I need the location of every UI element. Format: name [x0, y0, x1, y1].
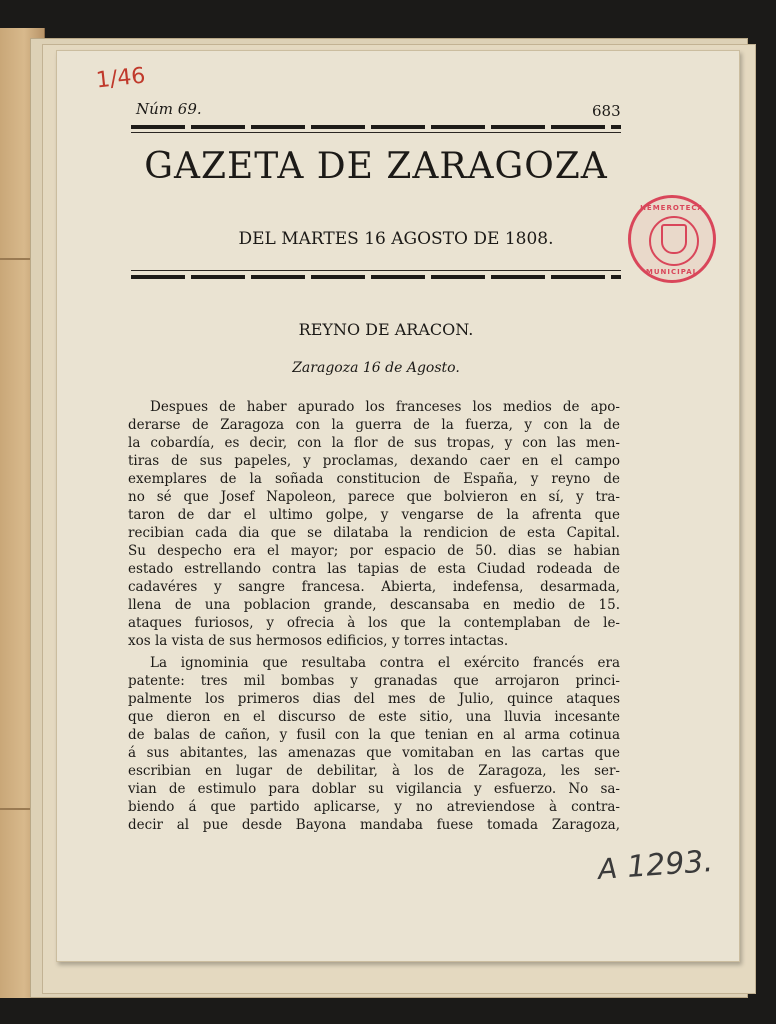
article-line: ataques furiosos, y ofrecia à los que la contemplaban de le-: [128, 615, 620, 631]
article-line: decir al pue desde Bayona mandaba fuese tomada Zaragoza,: [128, 817, 620, 833]
article-line: tiras de sus papeles, y proclamas, dexando caer en el campo: [128, 453, 620, 469]
issue-number: Núm 69.: [136, 100, 202, 118]
library-stamp: [628, 195, 716, 283]
stamp-label-bottom: MUNICIPAL: [645, 268, 699, 276]
crest-icon: [661, 224, 687, 254]
article-line: derarse de Zaragoza con la guerra de la fuerza, y con la de: [128, 417, 620, 433]
article-line: estado estrellando contra las tapias de esta Ciudad rodeada de: [128, 561, 620, 577]
section-heading: REYNO DE ARACON.: [298, 320, 474, 339]
article-line: la cobardía, es decir, con la flor de sus tropas, y con las men-: [128, 435, 620, 451]
article-line: exemplares de la soñada constitucion de España, y reyno de: [128, 471, 620, 487]
header-rule: [131, 125, 621, 129]
article-line: Su despecho era el mayor; por espacio de 50. dias se habian: [128, 543, 620, 559]
article-line: cadavéres y sangre francesa. Abierta, indefensa, desarmada,: [128, 579, 620, 595]
article-line: Despues de haber apurado los franceses los medios de apo-: [150, 399, 620, 415]
article-line: escribian en lugar de debilitar, à los de Zaragoza, les ser-: [128, 763, 620, 779]
pencil-letter: A: [596, 851, 619, 886]
date-rule-thin: [131, 270, 621, 271]
article-line: de balas de cañon, y fusil con la que tenian en al arma cotinua: [128, 727, 620, 743]
pencil-number: 1293.: [626, 844, 715, 885]
article-line: llena de una poblacion grande, descansaba en medio de 15.: [128, 597, 620, 613]
date-rule: [131, 275, 621, 279]
issue-date: DEL MARTES 16 AGOSTO DE 1808.: [238, 229, 554, 249]
article-line: patente: tres mil bombas y granadas que arrojaron princi-: [128, 673, 620, 689]
article-line: recibian cada dia que se dilataba la rendicion de esta Capital.: [128, 525, 620, 541]
article-line: taron de dar el ultimo golpe, y vengarse de la afrenta que: [128, 507, 620, 523]
archive-reference: 1/46: [94, 63, 147, 94]
header-rule-thin: [131, 132, 621, 133]
page-number: 683: [592, 102, 621, 120]
stamp-label-top: HEMEROTECA: [640, 204, 704, 212]
masthead-title: GAZETA DE ZARAGOZA: [144, 146, 608, 187]
article-line: no sé que Josef Napoleon, parece que bolvieron en sí, y tra-: [128, 489, 620, 505]
article-line: que dieron en el discurso de este sitio, una lluvia incesante: [128, 709, 620, 725]
article-line: xos la vista de sus hermosos edificios, y torres intactas.: [128, 633, 509, 649]
article-line: La ignominia que resultaba contra el exército francés era: [150, 655, 620, 671]
article-line: palmente los primeros dias del mes de Julio, quince ataques: [128, 691, 620, 707]
article-line: á sus abitantes, las amenazas que vomitaban en las cartas que: [128, 745, 620, 761]
article-line: vian de estimulo para doblar su vigilancia y esfuerzo. No sa-: [128, 781, 620, 797]
place-date: Zaragoza 16 de Agosto.: [292, 360, 460, 376]
article-line: biendo á que partido aplicarse, y no atreviendose à contra-: [128, 799, 620, 815]
